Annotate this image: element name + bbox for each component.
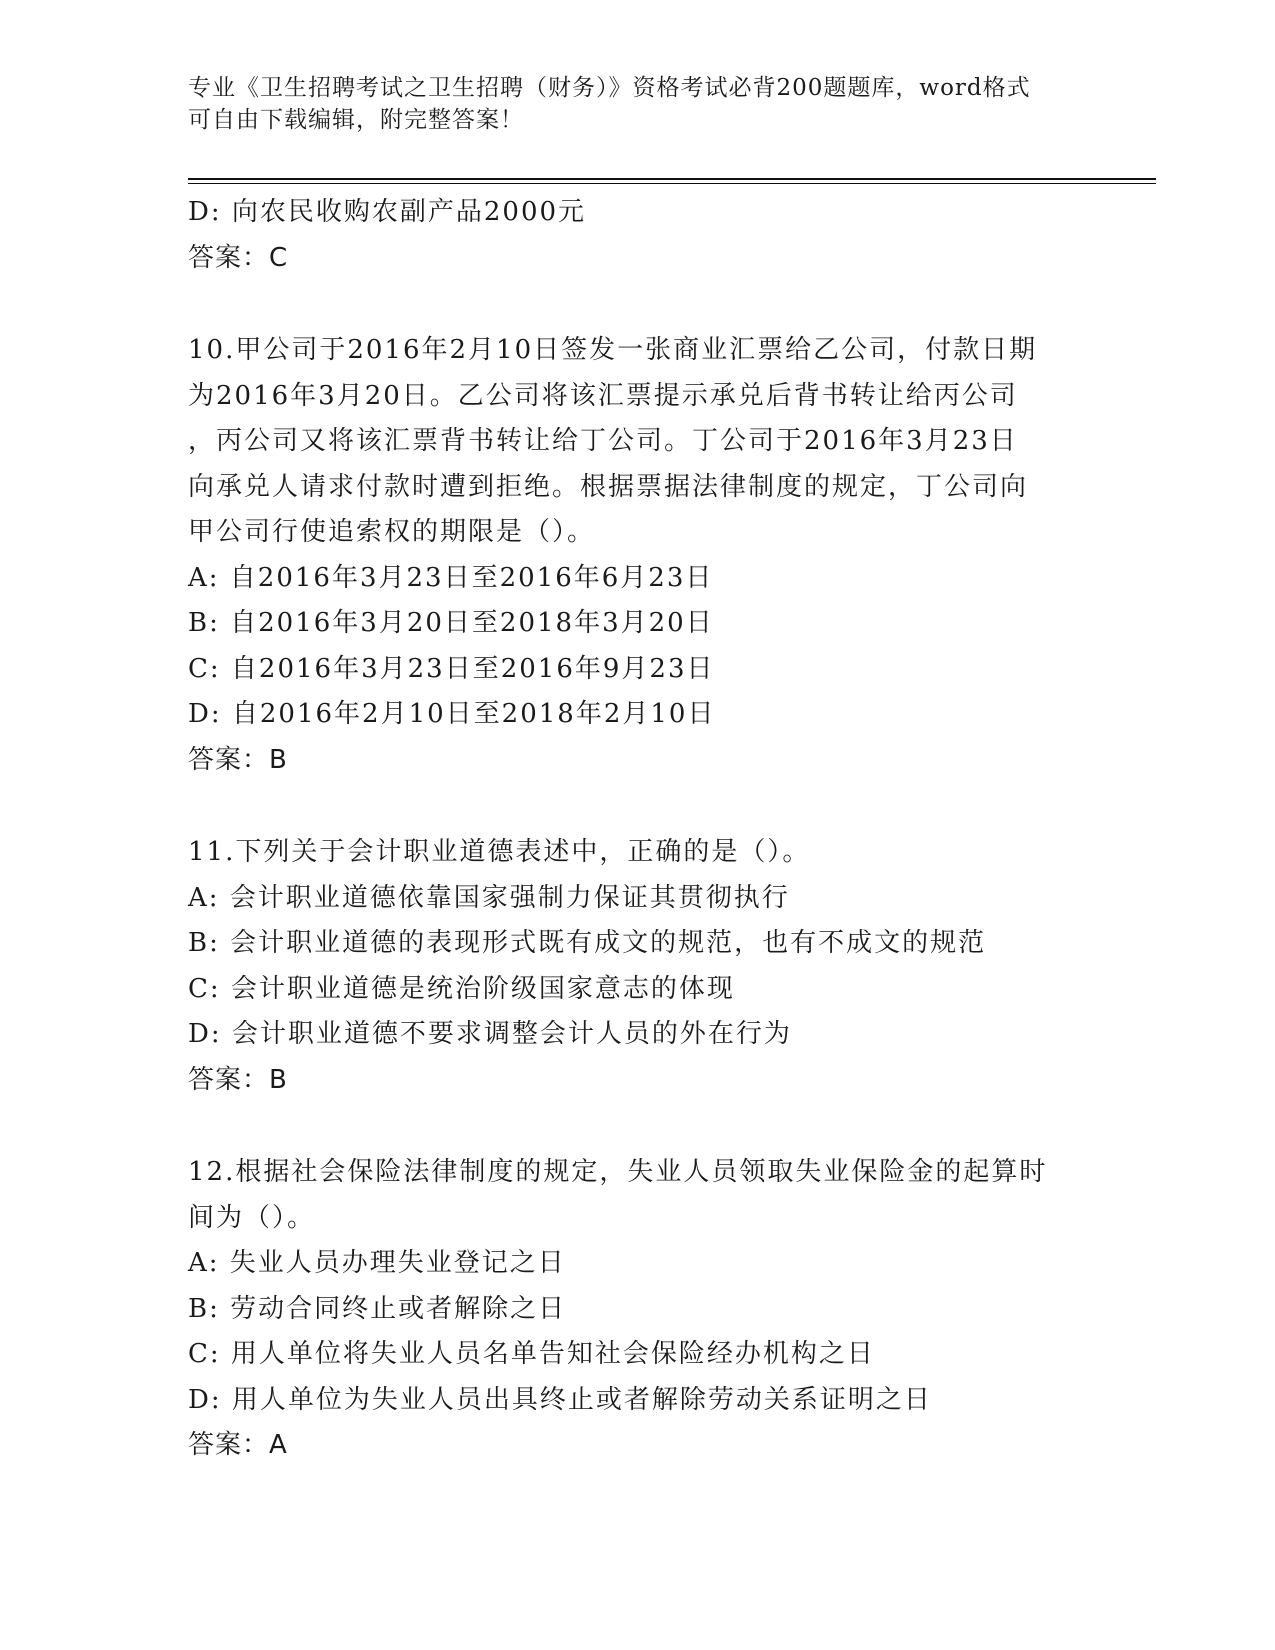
option-d: D: 会计职业道德不要求调整会计人员的外在行为 bbox=[188, 1019, 792, 1049]
header-title-line-2: 可自由下载编辑，附完整答案！ bbox=[188, 107, 524, 133]
question-10 bbox=[188, 328, 1068, 783]
spacer bbox=[188, 281, 1068, 328]
answer-line: 答案：B bbox=[188, 1064, 288, 1095]
question-stem-line: 12.根据社会保险法律制度的规定，失业人员领取失业保险金的起算时 bbox=[188, 1157, 1048, 1187]
option-a: A: 会计职业道德依靠国家强制力保证其贯彻执行 bbox=[188, 882, 790, 913]
option-d: D: 用人单位为失业人员出具终止或者解除劳动关系证明之日 bbox=[188, 1384, 932, 1415]
spacer bbox=[188, 1103, 1068, 1150]
header-divider-thick bbox=[188, 178, 1156, 180]
question-stem-line: 11.下列关于会计职业道德表述中，正确的是（）。 bbox=[188, 837, 811, 867]
question-12 bbox=[188, 1150, 1068, 1469]
option-b: B: 自2016年3月20日至2018年3月20日 bbox=[188, 608, 714, 638]
answer-line: 答案：C bbox=[188, 242, 289, 273]
question-stem-line: 甲公司行使追索权的期限是（）。 bbox=[188, 517, 596, 547]
spacer bbox=[188, 783, 1068, 830]
option-b: B: 劳动合同终止或者解除之日 bbox=[188, 1293, 567, 1324]
option-c: C: 自2016年3月23日至2016年9月23日 bbox=[188, 653, 715, 684]
option-c: C: 用人单位将失业人员名单告知社会保险经办机构之日 bbox=[188, 1339, 875, 1369]
option-b: B: 会计职业道德的表现形式既有成文的规范，也有不成文的规范 bbox=[188, 928, 987, 958]
header-title-line-1: 专业《卫生招聘考试之卫生招聘（财务）》资格考试必背200题题库，word格式 bbox=[188, 75, 1031, 101]
question-11 bbox=[188, 830, 1068, 1103]
answer-line: 答案：B bbox=[188, 744, 288, 775]
option-a: A: 失业人员办理失业登记之日 bbox=[188, 1248, 566, 1278]
question-stem-line: 10.甲公司于2016年2月10日签发一张商业汇票给乙公司，付款日期 bbox=[188, 335, 1038, 365]
question-stem-line: 间为（）。 bbox=[188, 1202, 316, 1233]
document-header bbox=[188, 72, 1088, 136]
question-content bbox=[188, 190, 1068, 1469]
question-stem-line: ，丙公司又将该汇票背书转让给丁公司。丁公司于2016年3月23日 bbox=[188, 426, 1018, 456]
question-stem-line: 向承兑人请求付款时遭到拒绝。根据票据法律制度的规定，丁公司向 bbox=[188, 471, 1029, 502]
question-stem-line: 为2016年3月20日。乙公司将该汇票提示承兑后背书转让给丙公司 bbox=[188, 380, 1018, 411]
header-divider-thin bbox=[188, 183, 1156, 184]
option-d: D: 自2016年2月10日至2018年2月10日 bbox=[188, 699, 716, 729]
option-a: A: 自2016年3月23日至2016年6月23日 bbox=[188, 562, 714, 593]
answer-line: 答案：A bbox=[188, 1430, 288, 1460]
option-c: C: 会计职业道德是统治阶级国家意志的体现 bbox=[188, 973, 735, 1004]
option-d: D: 向农民收购农副产品2000元 bbox=[188, 197, 587, 227]
